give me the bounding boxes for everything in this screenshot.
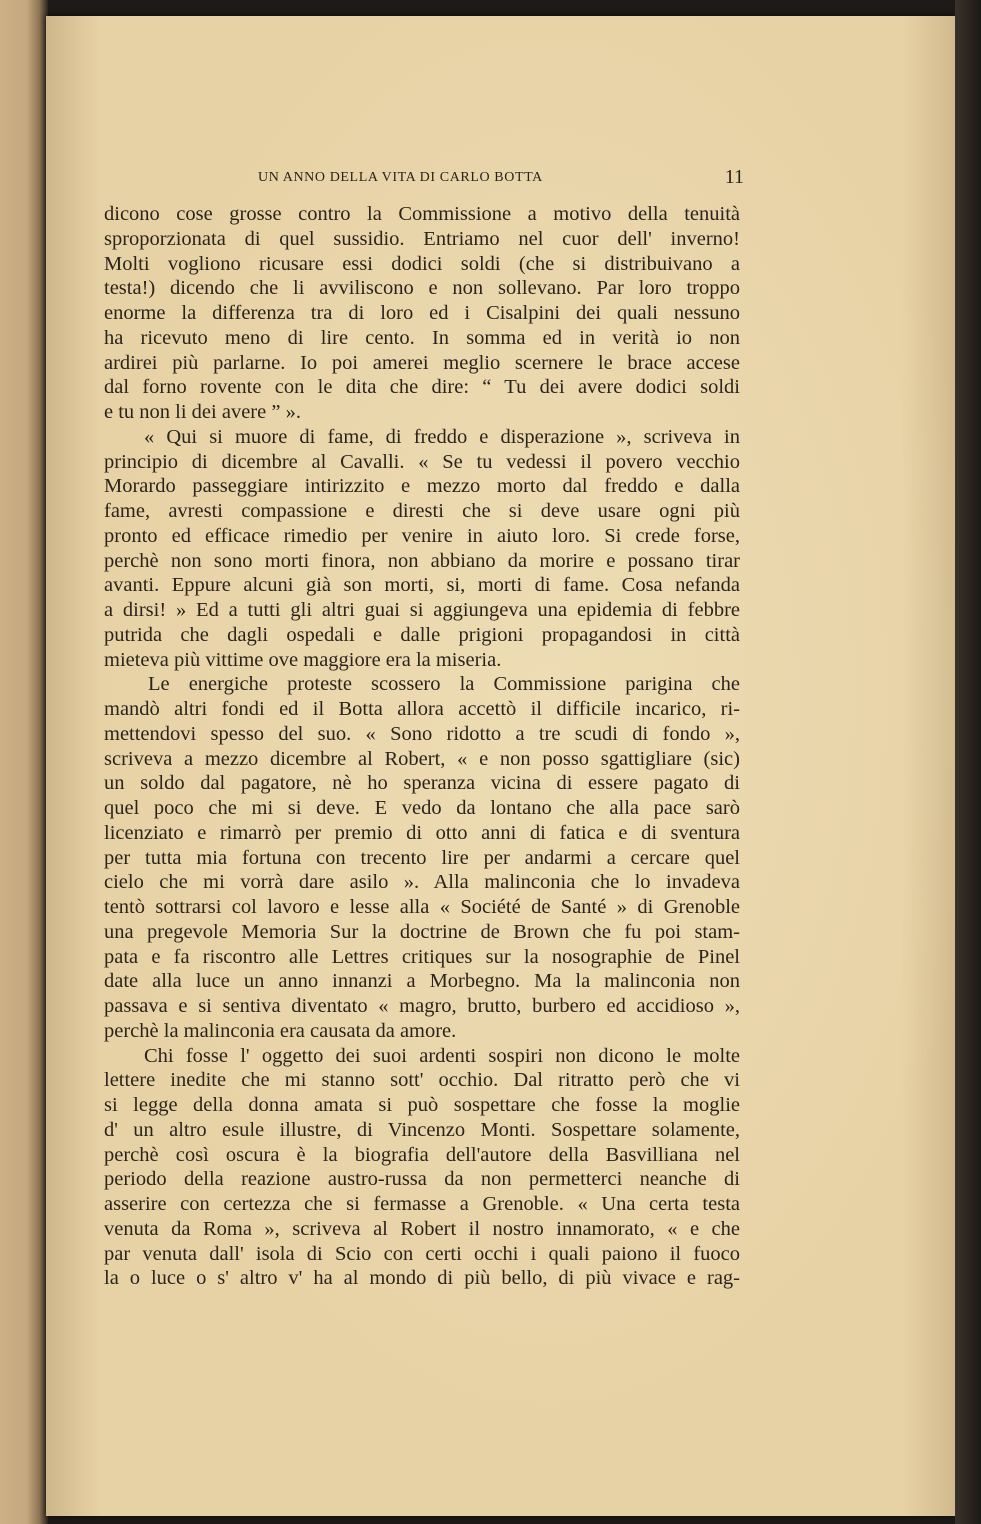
- text-line: testa!) dicendo che li avviliscono e non sollevano. Par loro troppo: [104, 277, 740, 300]
- text-line: un soldo dal pagatore, nè ho speranza vicina di essere pagato di: [104, 772, 740, 795]
- text-line: scriveva a mezzo dicembre al Robert, « e non posso sgattigliare (sic): [104, 747, 740, 770]
- text-line: Morardo passeggiare intirizzito e mezzo morto dal freddo e dalla: [104, 475, 740, 498]
- body-text: [104, 202, 740, 1291]
- text-line: a dirsi! » Ed a tutti gli altri guai si aggiungeva una epidemia di febbre: [104, 599, 740, 621]
- text-line: periodo della reazione austro-russa da non permetterci neanche di: [104, 1168, 740, 1191]
- text-line: enorme la differenza tra di loro ed i Cisalpini dei quali nessuno: [104, 302, 740, 324]
- text-line: licenziato e rimarrò per premio di otto anni di fatica e di sventura: [104, 821, 740, 844]
- text-line: tentò sottrarsi col lavoro e lesse alla « Société de Santé » di Grenoble: [104, 896, 740, 918]
- text-line: dicono cose grosse contro la Commissione a motivo della tenuità: [104, 203, 740, 225]
- text-line: cielo che mi vorrà dare asilo ». Alla malinconia che lo invadeva: [104, 871, 740, 894]
- text-line: la o luce o s' altro v' ha al mondo di più bello, di più vivace e rag-: [104, 1267, 740, 1290]
- text-line: dal forno rovente con le dita che dire: “ Tu dei avere dodici soldi: [104, 376, 740, 399]
- text-line: perchè così oscura è la biografia dell'autore della Basvilliana nel: [104, 1143, 740, 1166]
- page-number: 11: [724, 166, 744, 188]
- text-line: putrida che dagli ospedali e dalle prigioni propagandosi in città: [104, 623, 740, 646]
- text-line: mettendovi spesso del suo. « Sono ridotto a tre scudi di fondo »,: [104, 722, 740, 745]
- text-line: venuta da Roma », scriveva al Robert il nostro innamorato, « e che: [104, 1217, 740, 1240]
- text-line: Molti vogliono ricusare essi dodici soldi (che si distribuivano a: [104, 252, 740, 275]
- text-line: Chi fosse l' oggetto dei suoi ardenti sospiri non dicono le molte: [144, 1044, 740, 1067]
- text-line: sproporzionata di quel sussidio. Entriamo nel cuor dell' inverno!: [104, 227, 740, 250]
- text-line: passava e si sentiva diventato « magro, brutto, burbero ed accidioso »,: [104, 995, 740, 1017]
- text-line: par venuta dall' isola di Scio con certi occhi i quali paiono il fuoco: [104, 1242, 740, 1265]
- text-line: fame, avresti compassione e diresti che si deve usare ogni più: [104, 500, 740, 522]
- text-line: ardirei più parlarne. Io poi amerei meglio scernere le brace accese: [104, 351, 740, 374]
- text-line: mieteva più vittime ove maggiore era la miseria.: [104, 648, 502, 671]
- text-line: pronto ed efficace rimedio per venire in aiuto loro. Si crede forse,: [104, 524, 740, 547]
- text-line: « Qui si muore di fame, di freddo e disperazione », scriveva in: [144, 425, 740, 448]
- text-line: pata e fa riscontro alle Lettres critiques sur la nosographie de Pinel: [104, 945, 740, 968]
- text-line: e tu non li dei avere ” ».: [104, 401, 301, 423]
- text-line: si legge della donna amata si può sospettare che fosse la moglie: [104, 1094, 740, 1116]
- facing-page-edge: [0, 0, 48, 1524]
- text-line: d' un altro esule illustre, di Vincenzo Monti. Sospettare solamente,: [104, 1118, 740, 1141]
- text-line: perchè la malinconia era causata da amore.: [104, 1019, 457, 1042]
- text-line: Le energiche proteste scossero la Commissione parigina che: [148, 673, 740, 696]
- text-line: avanti. Eppure alcuni già son morti, si, morti di fame. Cosa nefanda: [104, 574, 740, 597]
- text-line: quel poco che mi si deve. E vedo da lontano che alla pace sarò: [104, 797, 740, 819]
- running-head: UN ANNO DELLA VITA DI CARLO BOTTA: [258, 170, 543, 185]
- text-line: principio di dicembre al Cavalli. « Se tu vedessi il povero vecchio: [104, 450, 740, 473]
- text-line: perchè non sono morti finora, non abbiano da morire e possano tirar: [104, 549, 740, 572]
- binding-shadow: [955, 0, 981, 1524]
- text-line: date alla luce un anno innanzi a Morbegno. Ma la malinconia non: [104, 970, 740, 993]
- text-line: asserire con certezza che si fermasse a Grenoble. « Una certa testa: [104, 1193, 740, 1215]
- text-line: per tutta mia fortuna con trecento lire per andarmi a cercare quel: [104, 846, 740, 869]
- text-line: ha ricevuto meno di lire cento. In somma ed in verità io non: [104, 326, 740, 349]
- text-line: una pregevole Memoria Sur la doctrine de Brown che fu poi stam-: [104, 920, 740, 943]
- text-line: lettere inedite che mi stanno sott' occhio. Dal ritratto però che vi: [104, 1069, 740, 1092]
- text-line: mandò altri fondi ed il Botta allora accettò il difficile incarico, ri-: [104, 698, 740, 720]
